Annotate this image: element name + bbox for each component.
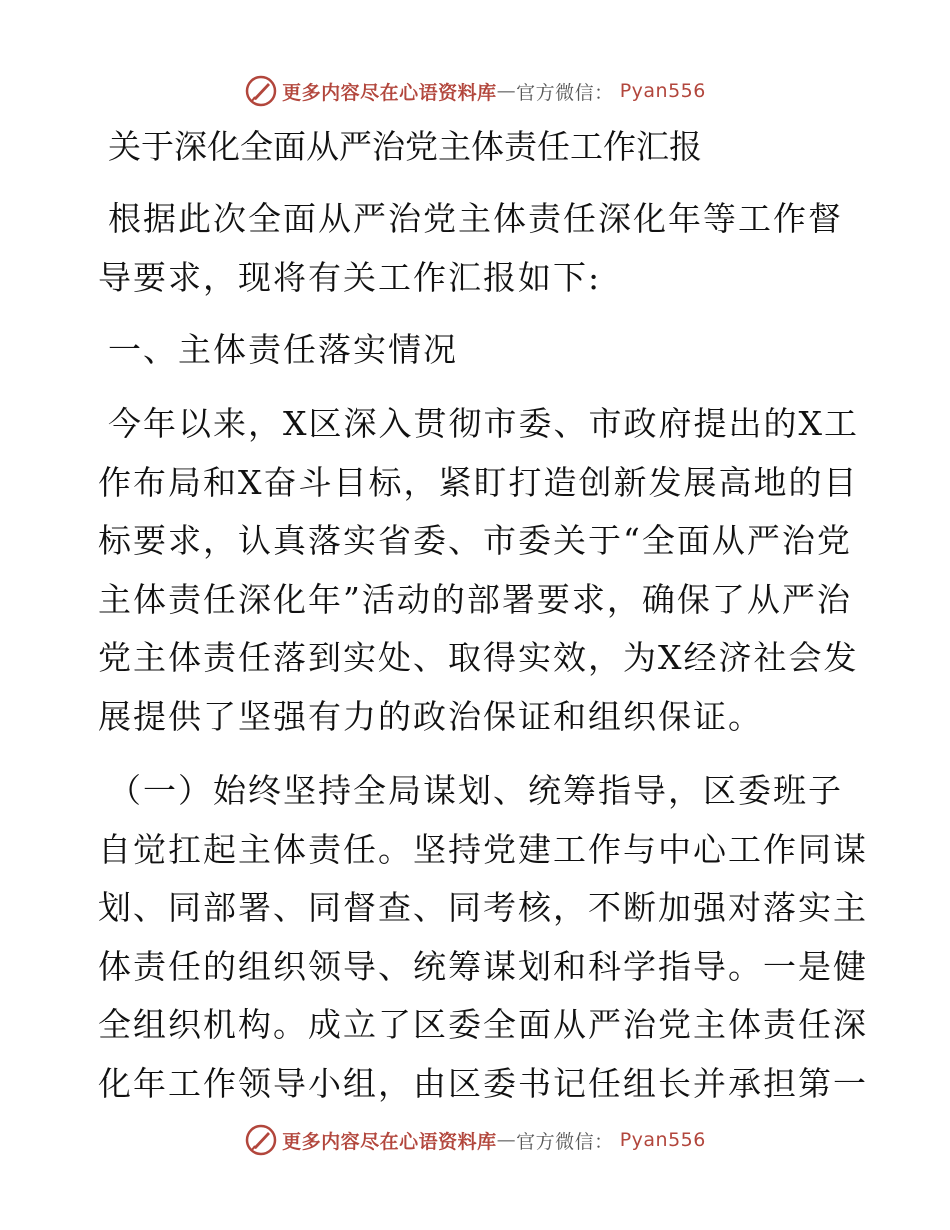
text-line: 今年以来，X区深入贯彻市委、市政府提出的X工 xyxy=(108,404,859,443)
text-line: 根据此次全面从严治党主体责任深化年等工作督 xyxy=(108,199,843,238)
watermark-wechat-id: Pyan556 xyxy=(619,1129,706,1151)
text-line: 党主体责任落到实处、取得实效，为X经济社会发 xyxy=(98,638,859,677)
watermark-header xyxy=(0,71,950,111)
text-line: 导要求，现将有关工作汇报如下: xyxy=(98,257,602,297)
watermark-dash: — xyxy=(496,80,517,102)
text-line: 展提供了坚强有力的政治保证和组织保证。 xyxy=(98,696,763,736)
document-title: 关于深化全面从严治党主体责任工作汇报 xyxy=(108,127,702,166)
watermark-text: 更多内容尽在心语资料库 xyxy=(282,1130,497,1153)
watermark-text: 更多内容尽在心语资料库 xyxy=(282,81,497,104)
body-paragraph-1 xyxy=(98,395,858,746)
text-line: 主体责任深化年”活动的部署要求，确保了从严治 xyxy=(98,579,852,619)
text-line: 作布局和X奋斗目标，紧盯打造创新发展高地的目 xyxy=(98,462,859,502)
watermark-footer xyxy=(0,1120,950,1160)
intro-paragraph xyxy=(98,190,858,307)
text-line: 划、同部署、同督查、同考核，不断加强对落实主 xyxy=(98,888,868,927)
text-line: 体责任的组织领导、统筹谋划和科学指导。一是健 xyxy=(98,946,868,986)
watermark-dash: — xyxy=(496,1129,517,1151)
watermark-label: 官方微信： xyxy=(516,81,614,104)
watermark-label: 官方微信： xyxy=(516,1130,614,1153)
text-line: 标要求，认真落实省委、市委关于“全面从严治党 xyxy=(98,521,852,560)
text-line: 全组织机构。成立了区委全面从严治党主体责任深 xyxy=(98,1005,868,1044)
text-line: （一）始终坚持全局谋划、统筹指导，区委班子 xyxy=(108,771,843,810)
document-body xyxy=(98,118,868,1113)
quill-logo-icon xyxy=(244,74,278,108)
body-paragraph-2 xyxy=(98,762,868,1113)
section-heading: 一、主体责任落实情况 xyxy=(108,330,458,369)
text-line: 自觉扛起主体责任。坚持党建工作与中心工作同谋 xyxy=(98,829,868,869)
watermark-wechat-id: Pyan556 xyxy=(619,80,706,102)
text-line: 化年工作领导小组，由区委书记任组长并承担第一 xyxy=(98,1063,868,1103)
quill-logo-icon xyxy=(244,1123,278,1157)
